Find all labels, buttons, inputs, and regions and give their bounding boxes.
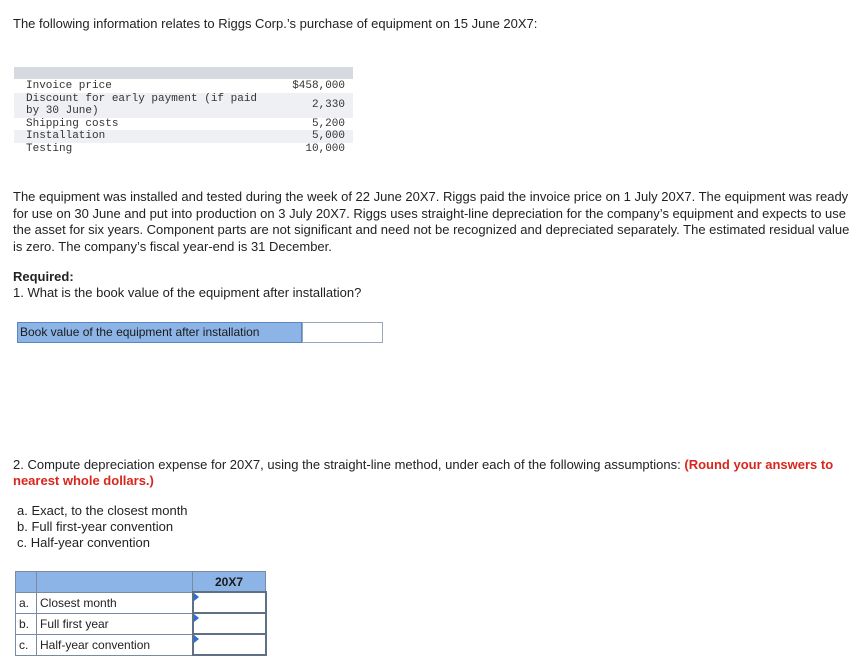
header-blank: [37, 572, 193, 593]
book-value-input[interactable]: [302, 322, 383, 343]
rounding-note: (Round your answers to nearest whole dollars.): [13, 457, 834, 488]
question-2-text: 2. Compute depreciation expense for 20X7, using the straight-line method, under each of the following assumptions:: [13, 457, 681, 472]
assumptions-list: [17, 503, 188, 551]
cost-label: Installation: [26, 130, 106, 142]
row-label: Full first year: [37, 613, 193, 634]
input-flag-icon: [194, 614, 199, 622]
depreciation-table-header: [16, 572, 266, 593]
table-row: [16, 592, 266, 613]
header-blank: [16, 572, 37, 593]
row-label: Half-year convention: [37, 634, 193, 655]
table-row: [16, 634, 266, 655]
required-heading: Required:: [13, 269, 74, 284]
cost-row: [14, 130, 353, 143]
cost-row: [14, 93, 353, 118]
cost-value: 2,330: [311, 98, 345, 111]
cost-row: [14, 143, 353, 156]
cost-label: Shipping costs: [26, 117, 119, 130]
row-letter: c.: [16, 634, 37, 655]
input-flag-icon: [194, 635, 199, 643]
question-1: 1. What is the book value of the equipment after installation?: [13, 285, 362, 300]
full-first-year-input[interactable]: [193, 613, 266, 634]
cost-label: Invoice price: [26, 80, 112, 92]
depreciation-table: [15, 571, 267, 656]
cost-value: 10,000: [305, 142, 345, 155]
intro-text: The following information relates to Riggs Corp.’s purchase of equipment on 15 June 20X7:: [13, 16, 538, 31]
cost-value: $458,000: [292, 80, 345, 92]
cost-table: [14, 67, 353, 155]
assumption-item: a. Exact, to the closest month: [17, 503, 188, 518]
cost-value: 5,200: [311, 117, 345, 130]
question-2: [13, 457, 853, 489]
closest-month-input[interactable]: [193, 592, 266, 613]
table-row: [16, 613, 266, 634]
book-value-label: Book value of the equipment after installation: [17, 322, 302, 343]
column-header-20x7: 20X7: [193, 572, 266, 593]
half-year-input[interactable]: [193, 634, 266, 655]
input-flag-icon: [194, 593, 199, 601]
assumption-item: c. Half-year convention: [17, 535, 150, 550]
cost-row: [14, 118, 353, 131]
cost-table-header: [14, 67, 353, 79]
cost-label: Discount for early payment (if paid by 30 June): [26, 92, 258, 117]
assumption-item: b. Full first-year convention: [17, 519, 174, 534]
row-label: Closest month: [37, 592, 193, 613]
row-letter: a.: [16, 592, 37, 613]
cost-value: 5,000: [311, 130, 345, 142]
cost-label: Testing: [26, 142, 73, 155]
cost-row: [14, 79, 353, 93]
scenario-paragraph: The equipment was installed and tested during the week of 22 June 20X7. Riggs paid the invoice price on 1 July 20X7. The equipment was ready for use on 30 June and put into production on 3 July 20X7. Riggs uses straight-line depreciation for the company’s equipment and expects to use the asset for six years. Component parts are not significant and need not be recognized and depreciated separately. The estimated residual value is zero. The company’s fiscal year-end is 31 December.: [13, 189, 850, 254]
row-letter: b.: [16, 613, 37, 634]
